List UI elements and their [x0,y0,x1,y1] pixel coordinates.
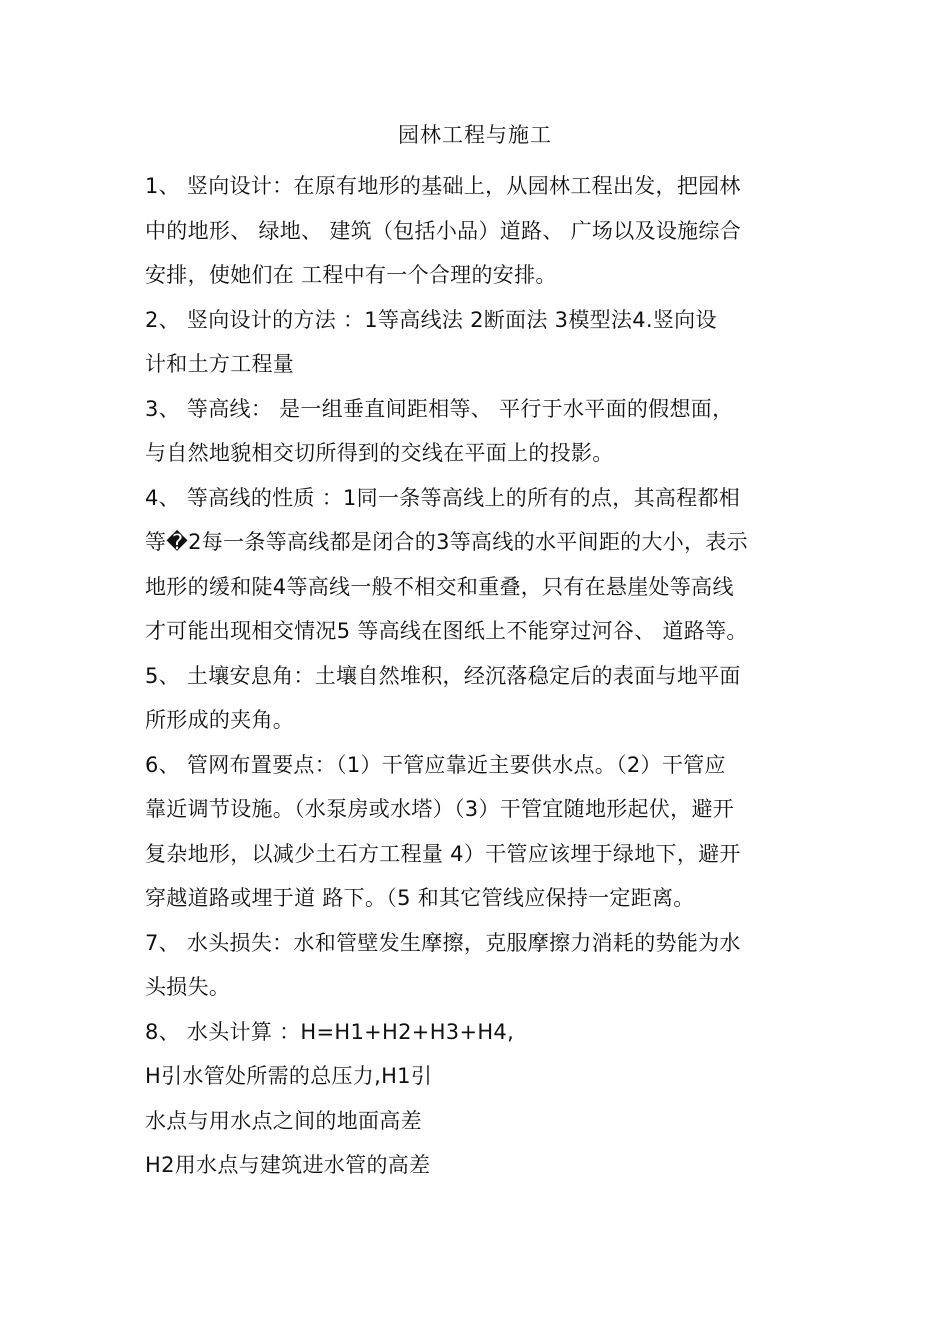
text-line: 头损失。 [145,975,231,999]
text-line: 3、 等高线： 是一组垂直间距相等、 平行于水平面的假想面， [145,396,734,421]
text-line: 6、 管网布置要点：（1）干管应靠近主要供水点。（2）干管应 [145,752,726,777]
text-line: 4、 等高线的性质 ：1同一条等高线上的所有的点，其高程都相 [145,485,741,510]
text-line: H2用水点与建筑进水管的高差 [145,1153,431,1177]
text-line: 与自然地貌相交切所得到的交线在平面上的投影。 [145,441,614,465]
text-line: 靠近调节设施。（水泵房或水塔）（3）干管宜随地形起伏，避开 [145,797,735,821]
text-line: 才可能出现相交情况5 等高线在图纸上不能穿过河谷、 道路等。 [145,619,748,643]
text-line: 穿越道路或埋于道 路下。（5 和其它管线应保持一定距离。 [145,886,695,910]
text-line: 地形的缓和陡4等高线一般不相交和重叠，只有在悬崖处等高线 [145,574,734,599]
text-line: 中的地形、 绿地、 建筑（包括小品）道路、 广场以及设施综合 [145,218,742,243]
text-line: 2、 竖向设计的方法 ：1等高线法 2断面法 3模型法4.竖向设 [145,307,717,332]
text-line: 8、 水头计算 ：H=H1+H2+H3+H4, [145,1019,515,1044]
document-title: 园林工程与施工 [398,123,552,147]
text-line: 7、 水头损失：水和管壁发生摩擦，克服摩擦力消耗的势能为水 [145,930,741,955]
text-line: 1、 竖向设计：在原有地形的基础上，从园林工程出发，把园林 [145,174,741,198]
text-line: 计和土方工程量 [145,352,295,376]
document-body [145,164,815,1188]
text-line: H引水管处所需的总压力,H1引 [145,1064,433,1088]
text-line: 复杂地形，以减少土石方工程量 4）干管应该埋于绿地下，避开 [145,841,741,866]
text-line: 水点与用水点之间的地面高差 [145,1108,422,1133]
text-line: 所形成的夹角。 [145,708,295,732]
text-line: 等�2每一条等高线都是闭合的3等高线的水平间距的大小，表示 [145,530,748,554]
text-line: 5、 土壤安息角：土壤自然堆积，经沉落稳定后的表面与地平面 [145,663,741,688]
text-line: 安排，使她们在 工程中有一个合理的安排。 [145,263,557,287]
